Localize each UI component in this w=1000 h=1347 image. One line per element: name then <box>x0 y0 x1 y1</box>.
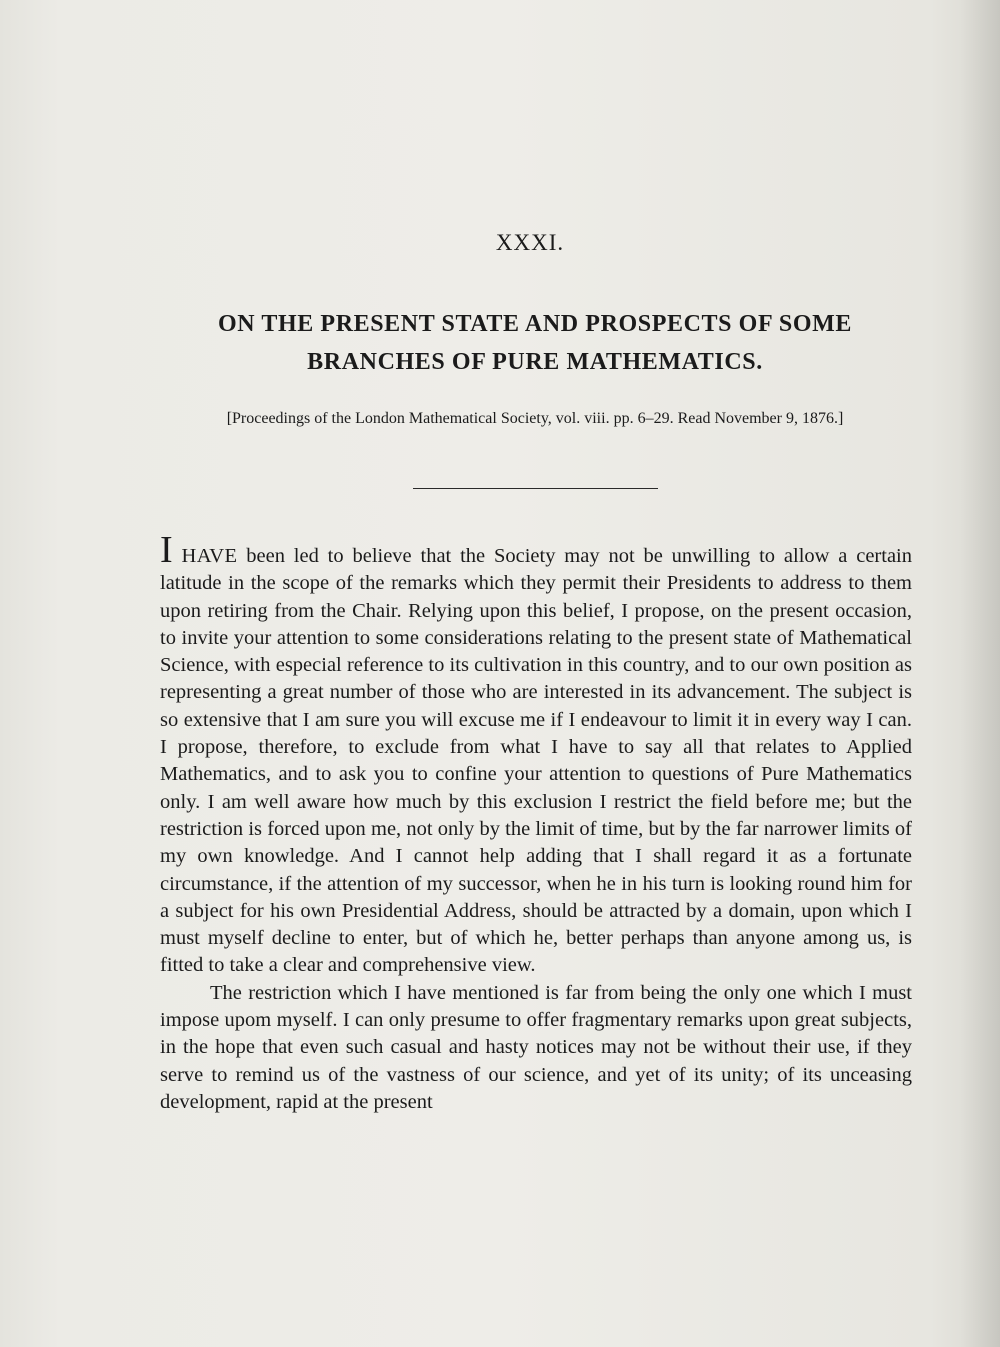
paragraph-2: The restriction which I have mentioned is far from being the only one which I must impose upom myself. I can only presume to offer fragmentary remarks upon great subjects, in the hope that even such casual and hasty notices may not be without their use, if they serve to remind us of the vastness of our science, and yet of its unity; of its unceasing development, rapid at the present <box>160 981 912 1113</box>
paragraph-1 <box>160 529 912 980</box>
citation: [Proceedings of the London Mathematical Society, vol. viii. pp. 6–29. Read November 9, 1876.] <box>226 410 844 427</box>
paragraph-1-text: been led to believe that the Society may not be unwilling to allow a certain latitude in the scope of the remarks which they permit their Presidents to address to them upon retiring from the Chair. Relying upon this belief, I propose, on the present occasion, to invite your attention to some considerations relating to the present state of Mathematical Science, with especial reference to its cultivation in this country, and to our own position as representing a great number of those who are interested in its advancement. The subject is so extensive that I am sure you will excuse me if I endeavour to limit it in every way I can. I propose, therefore, to exclude from what I have to say all that relates to Applied Mathematics, and to ask you to confine your attention to questions of Pure Mathematics only. I am well aware how much by this exclusion I restrict the field before me; but the restriction is forced upon me, not only by the limit of time, but by the far narrower limits of my own knowledge. And I cannot help adding that I shall regard it as a fortunate circumstance, if the attention of my successor, when he in his turn is looking round him for a subject for his own Presidential Address, should be attracted by a domain, upon which I must myself decline to enter, but of which he, better perhaps than anyone among us, is fitted to take a clear and comprehensive view. <box>160 545 912 977</box>
article-title <box>150 305 920 381</box>
initial-letter: I <box>160 529 173 571</box>
divider-rule <box>413 488 658 489</box>
article-title-line-2: BRANCHES OF PURE MATHEMATICS. <box>307 349 763 375</box>
lead-word: HAVE <box>181 545 238 567</box>
body-text <box>160 529 912 1116</box>
article-title-line-1: ON THE PRESENT STATE AND PROSPECTS OF SOME <box>217 311 852 337</box>
page-edge-shadow <box>960 0 1000 1347</box>
chapter-number: XXXI. <box>495 230 565 255</box>
